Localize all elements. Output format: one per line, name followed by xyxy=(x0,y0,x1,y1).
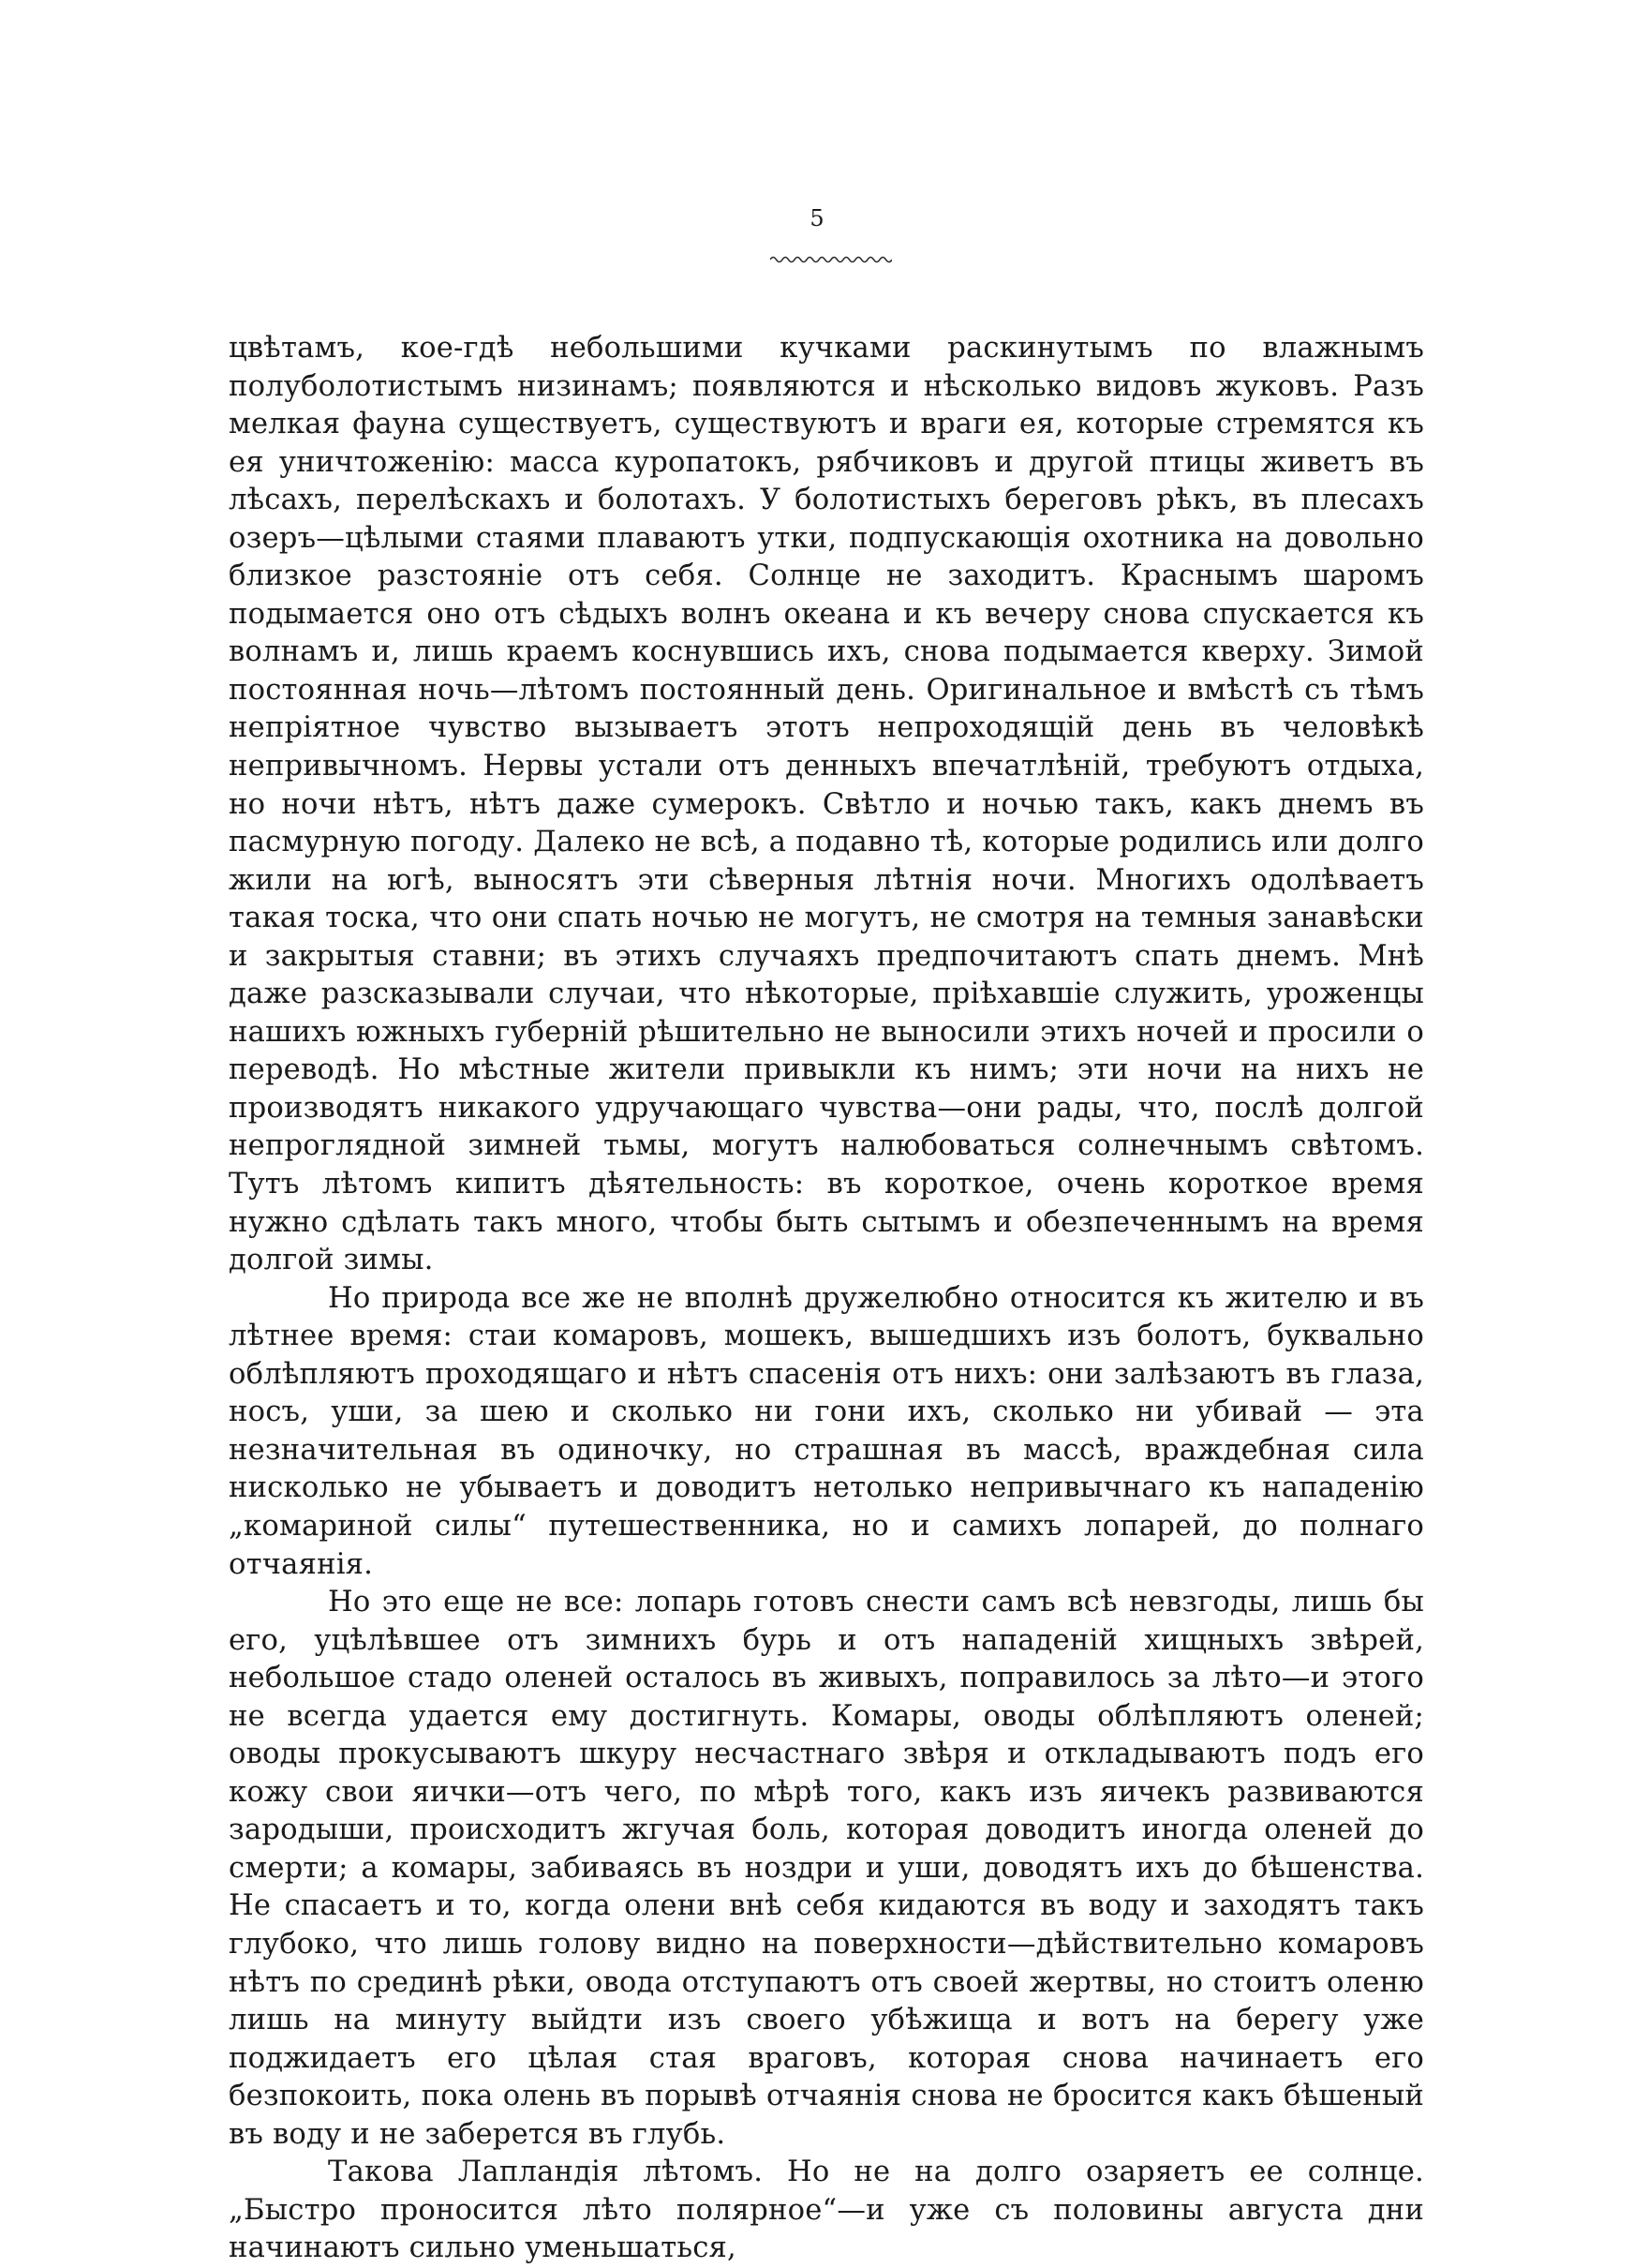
paragraph: Но природа все же не вполнѣ дружелюбно относится къ жителю и въ лѣтнее время: стаи комаровъ, мошекъ, вышедшихъ изъ болотъ, буквально облѣпляютъ проходящаго и нѣтъ спасенія отъ нихъ: они залѣзаютъ въ глаза, носъ, уши, за шею и сколько ни гони ихъ, сколько ни убивай — эта незначительная въ одиночку, но страшная въ массѣ, враждебная сила нисколько не убываетъ и доводитъ нетолько непривычнаго къ нападенію „комариной силы“ путешественника, но и самихъ лопарей, до полнаго отчаянія. xyxy=(229,1281,1424,1581)
paragraph: Но это еще не все: лопарь готовъ снести самъ всѣ невзгоды, лишь бы его, уцѣлѣвшее отъ зимнихъ бурь и отъ нападеній хищныхъ звѣрей, небольшое стадо оленей осталось въ живыхъ, поправилось за лѣто—и этого не всегда удается ему достигнуть. Комары, оводы облѣпляютъ оленей; оводы прокусываютъ шкуру несчастнаго звѣря и откладываютъ подъ его кожу свои яички—отъ чего, по мѣрѣ того, какъ изъ яичекъ развиваются зародыши, происходитъ жгучая боль, которая доводитъ иногда оленей до смерти; а комары, забиваясь въ ноздри и уши, доводятъ ихъ до бѣшенства. Не спасаетъ и то, когда олени внѣ себя кидаются въ воду и заходятъ такъ глубоко, что лишь голову видно на поверхности—дѣйствительно комаровъ нѣтъ по срединѣ рѣки, овода отступаютъ отъ своей жертвы, но стоитъ оленю лишь на минуту выйдти изъ своего убѣжища и вотъ на берегу уже поджидаетъ его цѣлая стая враговъ, которая снова начинаетъ его безпокоить, пока олень въ порывѣ отчаянія снова не бросится какъ бѣшеный въ воду и не заберется въ глубь. xyxy=(229,1586,1424,2151)
page-number: 5 xyxy=(810,205,824,231)
paragraph: цвѣтамъ, кое-гдѣ небольшими кучками раскинутымъ по влажнымъ полуболотистымъ низинамъ; появляются и нѣсколько видовъ жуковъ. Разъ мелкая фауна существуетъ, существуютъ и враги ея, которые стремятся къ ея уничтоженію: масса куропатокъ, рябчиковъ и другой птицы живетъ въ лѣсахъ, перелѣскахъ и болотахъ. У болотистыхъ береговъ рѣкъ, въ плесахъ озеръ—цѣлыми стаями плаваютъ утки, подпускающія охотника на довольно близкое разстояніе отъ себя. Солнце не заходитъ. Краснымъ шаромъ подымается оно отъ сѣдыхъ волнъ океана и къ вечеру снова спускается къ волнамъ и, лишь краемъ коснувшись ихъ, снова подымается кверху. Зимой постоянная ночь—лѣтомъ постоянный день. Оригинальное и вмѣстѣ съ тѣмъ непріятное чувство вызываетъ этотъ непроходящій день въ человѣкѣ непривычномъ. Нервы устали отъ денныхъ впечатлѣній, требуютъ отдыха, но ночи нѣтъ, нѣтъ даже сумерокъ. Свѣтло и ночью такъ, какъ днемъ въ пасмурную погоду. Далеко не всѣ, а подавно тѣ, которые родились или долго жили на югѣ, выносятъ эти сѣверныя лѣтнія ночи. Многихъ одолѣваетъ такая тоска, что они спать ночью не могутъ, не смотря на темныя занавѣски и закрытыя ставни; въ этихъ случаяхъ предпочитаютъ спать днемъ. Мнѣ даже разсказывали случаи, что нѣкоторые, пріѣхавшіе служить, уроженцы нашихъ южныхъ губерній рѣшительно не выносили этихъ ночей и просили о переводѣ. Но мѣстные жители привыкли къ нимъ; эти ночи на нихъ не производятъ никакого удручающаго чувства—они рады, что, послѣ долгой непроглядной зимней тьмы, могутъ налюбоваться солнечнымъ свѣтомъ. Тутъ лѣтомъ кипитъ дѣятельность: въ короткое, очень короткое время нужно сдѣлать такъ много, чтобы быть сытымъ и обезпеченнымъ на время долгой зимы. xyxy=(229,332,1424,1277)
paragraph: Такова Лапландія лѣтомъ. Но не на долго озаряетъ ее солнце. „Быстро проносится лѣто полярное“—и уже съ половины августа дни начинаютъ сильно уменьшаться, xyxy=(229,2156,1424,2265)
decorative-wavy-rule xyxy=(770,254,892,265)
body-text xyxy=(229,330,1424,2268)
